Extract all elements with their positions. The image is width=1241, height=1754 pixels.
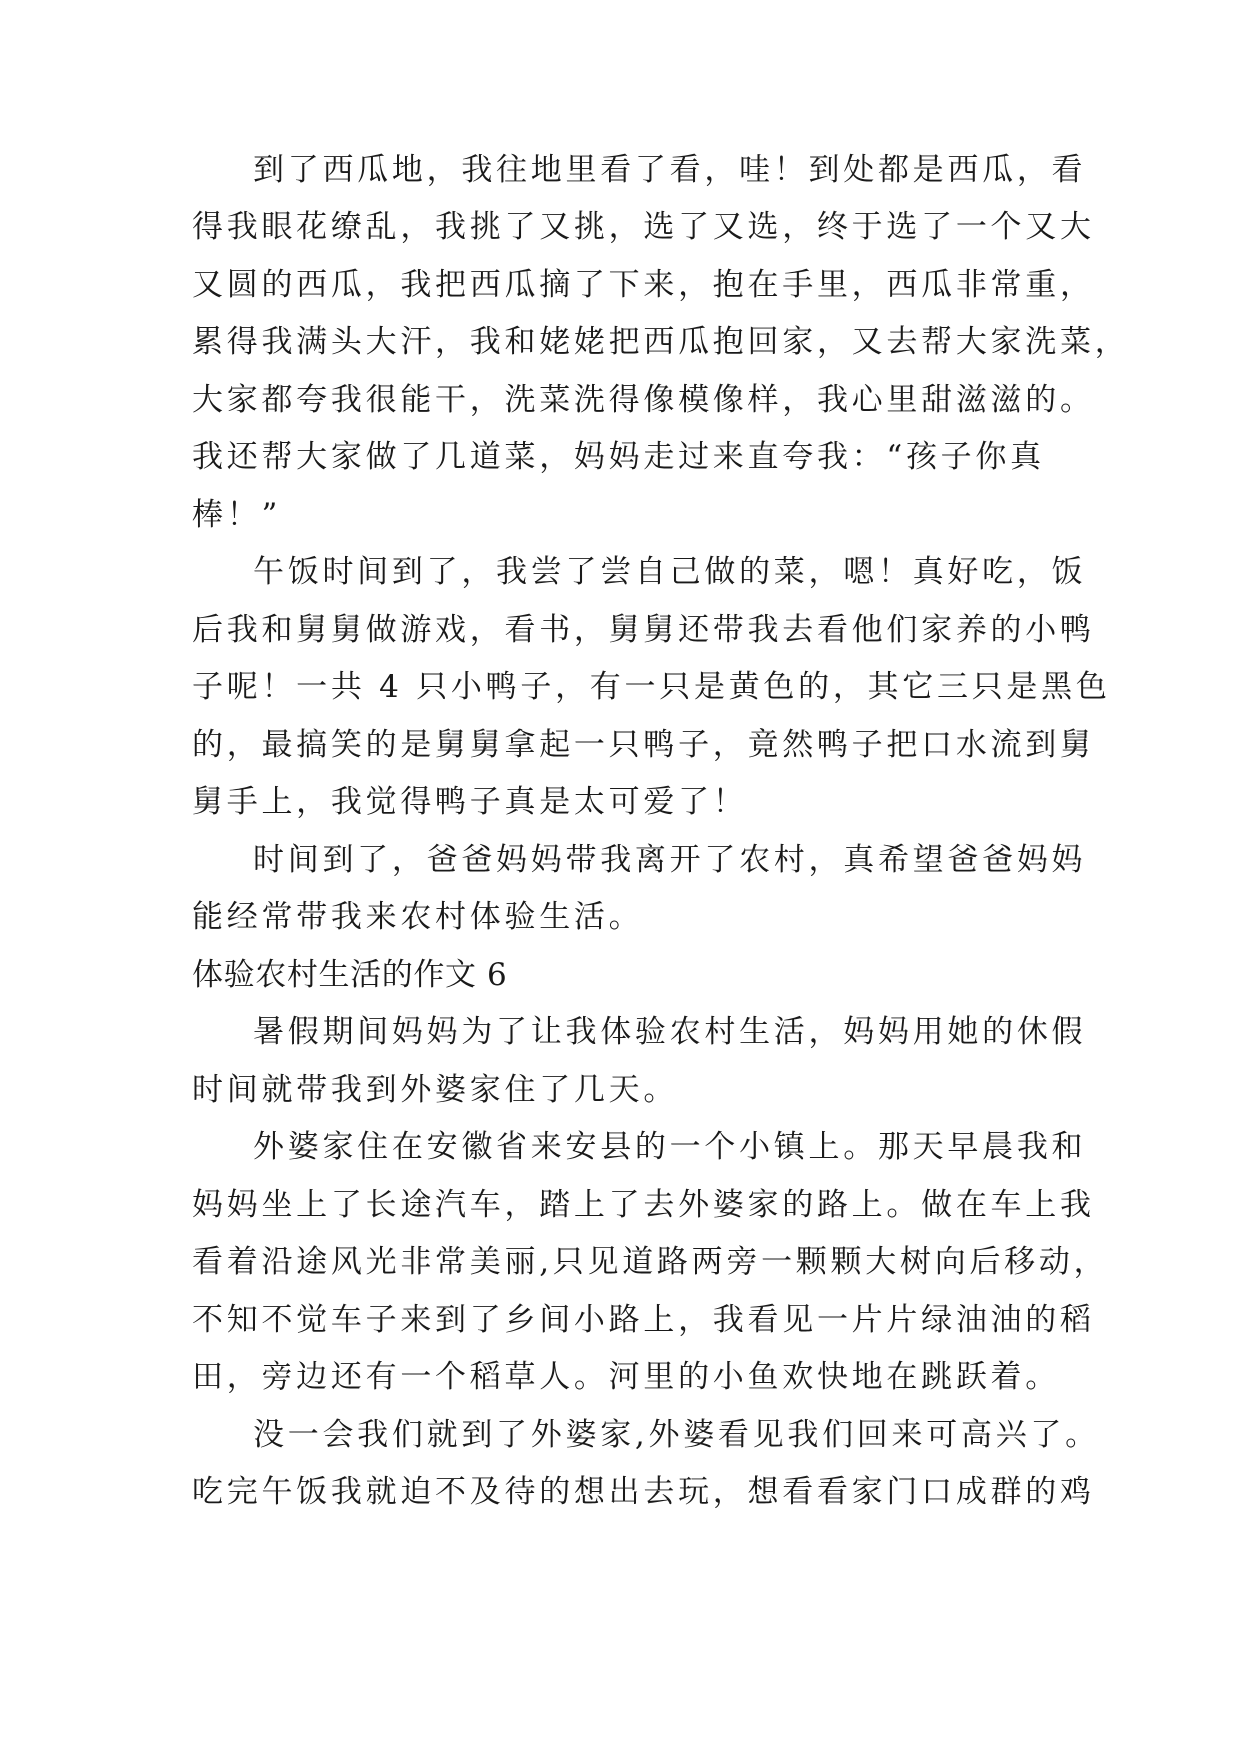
paragraph-line: 又圆的西瓜，我把西瓜摘了下来，抱在手里，西瓜非常重， [192,267,1095,303]
paragraph-line: 能经常带我来农村体验生活。 [192,899,644,935]
paragraph-line: 舅手上，我觉得鸭子真是太可爱了！ [192,784,748,820]
paragraph-line: 不知不觉车子来到了乡间小路上，我看见一片片绿油油的稻 [192,1302,1095,1338]
paragraph-line: 子呢！一共 4 只小鸭子，有一只是黄色的，其它三只是黑色 [192,669,1111,705]
paragraph-line: 棒！” [192,497,282,533]
paragraph-line: 没一会我们就到了外婆家,外婆看见我们回来可高兴了。 [253,1417,1100,1453]
paragraph-line: 外婆家住在安徽省来安县的一个小镇上。那天早晨我和 [253,1129,1087,1165]
paragraph-line: 后我和舅舅做游戏，看书，舅舅还带我去看他们家养的小鸭 [192,612,1095,648]
paragraph-line: 看着沿途风光非常美丽,只见道路两旁一颗颗大树向后移动， [192,1244,1109,1280]
paragraph-line: 午饭时间到了，我尝了尝自己做的菜，嗯！真好吃，饭 [253,554,1087,590]
paragraph-line: 妈妈坐上了长途汽车，踏上了去外婆家的路上。做在车上我 [192,1187,1095,1223]
paragraph-line: 得我眼花缭乱，我挑了又挑，选了又选，终于选了一个又大 [192,209,1095,245]
paragraph-line: 累得我满头大汗，我和姥姥把西瓜抱回家，又去帮大家洗菜， [192,324,1130,360]
section-heading: 体验农村生活的作文 6 [192,957,508,993]
paragraph-line: 到了西瓜地，我往地里看了看，哇！到处都是西瓜，看 [253,152,1087,188]
paragraph-line: 田，旁边还有一个稻草人。河里的小鱼欢快地在跳跃着。 [192,1359,1060,1395]
paragraph-line: 的，最搞笑的是舅舅拿起一只鸭子，竟然鸭子把口水流到舅 [192,727,1095,763]
paragraph-line: 时间就带我到外婆家住了几天。 [192,1072,679,1108]
paragraph-line: 暑假期间妈妈为了让我体验农村生活，妈妈用她的休假 [253,1014,1087,1050]
paragraph-line: 我还帮大家做了几道菜，妈妈走过来直夸我：“孩子你真 [192,439,1045,475]
paragraph-line: 大家都夸我很能干，洗菜洗得像模像样，我心里甜滋滋的。 [192,382,1095,418]
paragraph-line: 时间到了，爸爸妈妈带我离开了农村，真希望爸爸妈妈 [253,842,1087,878]
paragraph-line: 吃完午饭我就迫不及待的想出去玩，想看看家门口成群的鸡 [192,1474,1095,1510]
